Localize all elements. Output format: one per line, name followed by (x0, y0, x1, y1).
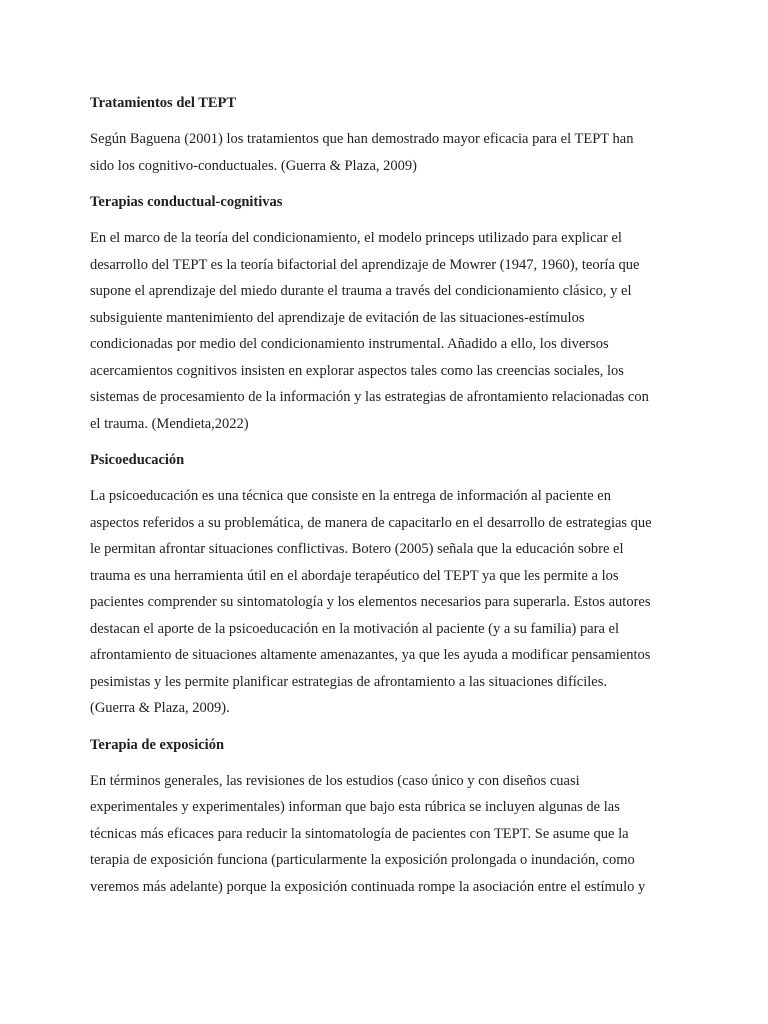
paragraph-line: sido los cognitivo-conductuales. (Guerra & Plaza, 2009) (90, 157, 417, 174)
paragraph-line: Según Baguena (2001) los tratamientos que han demostrado mayor eficacia para el TEPT han (90, 131, 634, 147)
paragraph-line: acercamientos cognitivos insisten en explorar aspectos tales como las creencias sociales, los (90, 362, 624, 379)
paragraph-line: pacientes comprender su sintomatología y los elementos necesarios para superarla. Estos autores (90, 594, 651, 610)
body-paragraph (90, 768, 680, 901)
paragraph-line: le permitan afrontar situaciones conflictivas. Botero (2005) señala que la educación sobre el (90, 541, 624, 557)
section-heading: Tratamientos del TEPT (90, 95, 237, 111)
paragraph-line: supone el aprendizaje del miedo durante el trauma a través del condicionamiento clásico, y el (90, 283, 632, 299)
paragraph-line: desarrollo del TEPT es la teoría bifactorial del aprendizaje de Mowrer (1947, 1960), teoría que (90, 256, 640, 273)
document-body (90, 90, 680, 910)
paragraph-line: destacan el aporte de la psicoeducación en la motivación al paciente (y a su familia) para el (90, 620, 620, 637)
paragraph-line: En términos generales, las revisiones de los estudios (caso único y con diseños cuasi (90, 772, 580, 789)
paragraph-line: En el marco de la teoría del condicionamiento, el modelo princeps utilizado para explicar el (90, 230, 622, 246)
paragraph-line: condicionadas por medio del condicionamiento instrumental. Añadido a ello, los diversos (90, 336, 609, 352)
paragraph-line: aspectos referidos a su problemática, de manera de capacitarlo en el desarrollo de estrategias que (90, 514, 652, 531)
paragraph-line: La psicoeducación es una técnica que consiste en la entrega de información al paciente en (90, 488, 611, 504)
paragraph-line: afrontamiento de situaciones altamente amenazantes, ya que les ayuda a modificar pensamientos (90, 647, 651, 663)
paragraph-line: terapia de exposición funciona (particularmente la exposición prolongada o inundación, como (90, 852, 635, 868)
paragraph-line: técnicas más eficaces para reducir la sintomatología de pacientes con TEPT. Se asume que la (90, 825, 629, 842)
paragraph-line: veremos más adelante) porque la exposición continuada rompe la asociación entre el estímulo y (90, 878, 646, 895)
paragraph-line: (Guerra & Plaza, 2009). (90, 700, 230, 716)
section-heading: Psicoeducación (90, 452, 185, 468)
body-paragraph (90, 225, 680, 437)
section-heading: Terapia de exposición (90, 736, 225, 753)
paragraph-line: sistemas de procesamiento de la información y las estrategias de afrontamiento relacionadas con (90, 389, 649, 405)
paragraph-line: experimentales y experimentales) informan que bajo esta rúbrica se incluyen algunas de las (90, 799, 620, 815)
body-paragraph (90, 483, 680, 722)
paragraph-line: el trauma. (Mendieta,2022) (90, 415, 249, 432)
paragraph-line: pesimistas y les permite planificar estrategias de afrontamiento a las situaciones difíciles. (90, 673, 607, 690)
paragraph-line: trauma es una herramienta útil en el abordaje terapéutico del TEPT ya que les permite a los (90, 567, 619, 584)
section-heading: Terapias conductual-cognitivas (90, 194, 283, 210)
body-paragraph (90, 126, 680, 179)
paragraph-line: subsiguiente mantenimiento del aprendizaje de evitación de las situaciones-estímulos (90, 309, 585, 326)
